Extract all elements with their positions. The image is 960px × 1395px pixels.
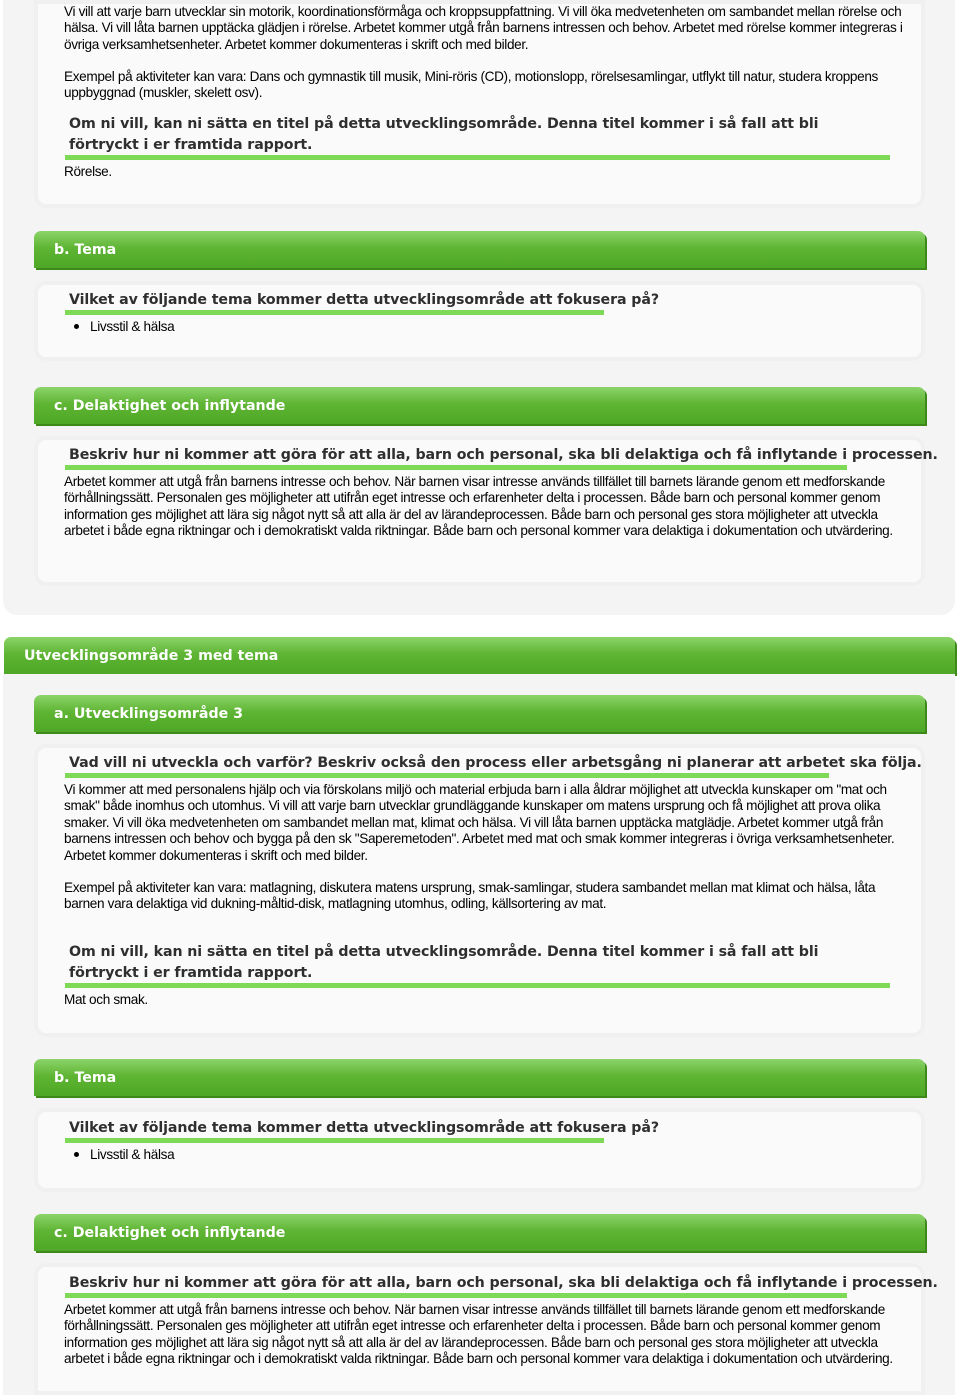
area3-participation-question: Beskriv hur ni kommer att göra för att alla, barn och personal, ska bli delaktiga och få inflytande i processen.	[69, 1275, 938, 1291]
area2-title-answer: Rörelse.	[64, 164, 112, 179]
area3-section-header[interactable]	[4, 637, 955, 674]
area3-participation-header[interactable]	[34, 1214, 925, 1251]
area2-theme-answer: Livsstil & hälsa	[90, 319, 175, 334]
area2-participation-answer: Arbetet kommer att utgå från barnens intresse och behov. När barnen visar intresse används tillfället till barnets lärande genom ett medforskande förhållningssätt. Personalen ges möjligheter att utifrån eget intresse och erfarenheter delta i processen. Både barn och personal kommer genom information ges möjlighet att lära sig något nytt så att alla är del av lärandeprocessen. Både barn och personal ges stora möjligheter att utveckla arbetet i både egna riktningar och i demokratiskt valda riktningar. Både barn och personal kommer vara delaktiga i dokumentation och utvärdering.	[64, 474, 893, 539]
area2-title-question: Om ni vill, kan ni sätta en titel på detta utvecklingsområde. Denna titel kommer i så fall att bli förtryckt i er framtida rapport.	[69, 116, 819, 153]
area2-theme-question: Vilket av följande tema kommer detta utvecklingsområde att fokusera på?	[69, 292, 659, 308]
area3-participation-header-label: c. Delaktighet och inflytande	[54, 1225, 286, 1241]
area2-participation-underline	[65, 465, 847, 470]
area2-participation-header-label: c. Delaktighet och inflytande	[54, 398, 286, 414]
area2-examples-text: Exempel på aktiviteter kan vara: Dans och gymnastik till musik, Mini-röris (CD), motionslopp, rörelsesamlingar, utflykt till natur, studera kroppens uppbyggnad (muskler, skelett osv).	[64, 69, 878, 101]
area2-participation-question: Beskriv hur ni kommer att göra för att alla, barn och personal, ska bli delaktiga och få inflytande i processen.	[69, 447, 938, 463]
area3-theme-answer-item	[74, 1147, 174, 1163]
area3-participation-answer: Arbetet kommer att utgå från barnens intresse och behov. När barnen visar intresse används tillfället till barnets lärande genom ett medforskande förhållningssätt. Personalen ges möjligheter att utifrån eget intresse och erfarenheter delta i processen. Både barn och personal kommer genom information ges möjlighet att lära sig något nytt så att alla är del av lärandeprocessen. Både barn och personal ges stora möjligheter att utveckla arbetet i både egna riktningar och i demokratiskt valda riktningar. Både barn och personal kommer vara delaktiga i dokumentation och utvärdering.	[64, 1302, 893, 1367]
area3-title-question: Om ni vill, kan ni sätta en titel på detta utvecklingsområde. Denna titel kommer i så fall att bli förtryckt i er framtida rapport.	[69, 944, 819, 981]
area2-participation-header[interactable]	[34, 387, 925, 424]
area3-sub-header[interactable]	[34, 695, 925, 732]
area3-develop-text: Vi kommer att med personalens hjälp och via förskolans miljö och material erbjuda barn i alla åldrar möjlighet att utveckla kunskaper om "mat och smak" både inomhus och utomhus. Vi vill att varje barn utvecklar grundläggande kunskaper om matens ursprung och få möjlighet att prova olika smaker. Vi vill öka medvetenheten om sambandet mellan mat, klimat och hälsa. Vi vill låta barnen upptäcka matglädje. Arbetet kommer utgå från barnens intressen och behov och bygga på den sk "Saperemetoden". Arbetet med mat och smak kommer integreras i övriga verksamhetsenheter. Arbetet kommer dokumenteras i skrift och med bilder.	[64, 782, 895, 863]
area3-section-header-label: Utvecklingsområde 3 med tema	[24, 648, 279, 664]
area3-title-answer: Mat och smak.	[64, 992, 148, 1007]
area3-develop-underline	[65, 773, 829, 778]
area3-develop-question: Vad vill ni utveckla och varför? Beskriv också den process eller arbetsgång ni planerar att arbetet ska följa.	[69, 755, 922, 771]
area3-theme-underline	[65, 1138, 604, 1143]
area2-title-underline	[65, 155, 890, 160]
area2-theme-header-label: b. Tema	[54, 242, 117, 258]
area3-examples-text: Exempel på aktiviteter kan vara: matlagning, diskutera matens ursprung, smak-samlingar, studera sambandet mellan mat klimat och hälsa, låta barnen vara delaktiga vid dukning-måltid-disk, matlagning utomhus, odling, källsortering av mat.	[64, 880, 876, 912]
bullet-icon	[74, 1152, 79, 1157]
area3-participation-underline	[65, 1293, 847, 1298]
area3-theme-header-label: b. Tema	[54, 1070, 117, 1086]
area2-theme-underline	[65, 310, 604, 315]
bullet-icon	[74, 324, 79, 329]
area3-theme-answer: Livsstil & hälsa	[90, 1147, 175, 1162]
area2-theme-header[interactable]	[34, 231, 925, 268]
area2-intro-text: Vi vill att varje barn utvecklar sin motorik, koordinationsförmåga och kroppsuppfattning. Vi vill öka medvetenheten om sambandet mellan rörelse och hälsa. Vi vill låta barnen upptäcka glädjen i rörelse. Arbetet kommer utgå från barnens intressen och behov. Arbetet med rörelse kommer integreras i övriga verksamhetsenheter. Arbetet kommer dokumenteras i skrift och med bilder.	[64, 4, 903, 52]
area3-sub-header-label: a. Utvecklingsområde 3	[54, 706, 244, 722]
area3-theme-header[interactable]	[34, 1059, 925, 1096]
area3-theme-question: Vilket av följande tema kommer detta utvecklingsområde att fokusera på?	[69, 1120, 659, 1136]
area3-title-underline	[65, 983, 890, 988]
area2-theme-answer-item	[74, 319, 174, 335]
